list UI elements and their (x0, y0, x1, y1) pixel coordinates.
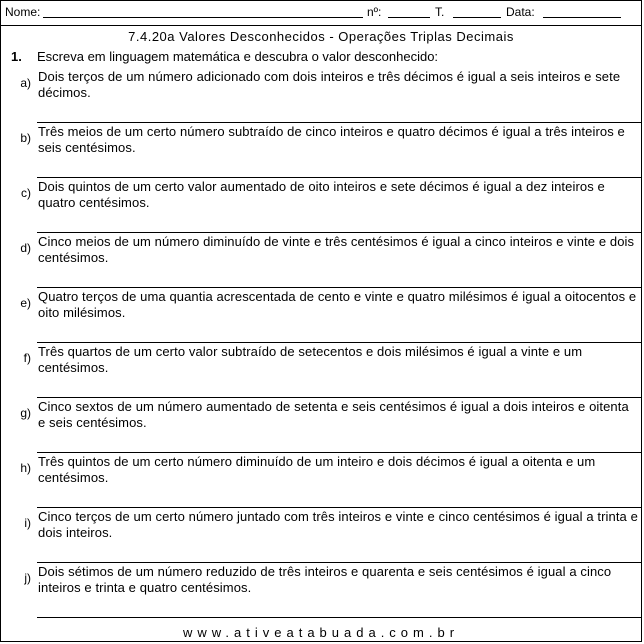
question-text: Cinco terços de um certo número juntado com três inteiros e vinte e cinco centésimos é igual a trinta e dois inteiros. (38, 509, 638, 540)
header-bar (1, 1, 641, 25)
answer-line (37, 122, 641, 123)
instruction-text: Escreva em linguagem matemática e descubra o valor desconhecido: (37, 49, 439, 64)
question-text: Dois quintos de um certo valor aumentado de oito inteiros e sete décimos é igual a dez inteiros e quatro centésimos. (38, 179, 605, 210)
question-letter: d) (20, 241, 31, 255)
question-text: Cinco sextos de um número aumentado de setenta e seis centésimos é igual a dois inteiros e oitenta e seis centésimos. (38, 399, 629, 430)
number-field-line (388, 17, 430, 18)
answer-line (37, 507, 641, 508)
instruction-number: 1. (11, 49, 22, 64)
question-text: Três quintos de um certo número diminuído de um inteiro e dois décimos é igual a oitenta e um centésimos. (38, 454, 596, 485)
header-divider (1, 25, 641, 26)
answer-line (37, 562, 641, 563)
question-text: Três quartos de um certo valor subtraído de setecentos e dois milésimos é igual a vinte e um centésimos. (38, 344, 583, 375)
question-item (1, 344, 641, 399)
class-label: T. (435, 5, 445, 19)
number-label: nº: (367, 5, 382, 19)
answer-line (37, 232, 641, 233)
question-item (1, 289, 641, 344)
class-field-line (453, 17, 501, 18)
date-field-line (543, 17, 621, 18)
question-item (1, 399, 641, 454)
answer-line (37, 397, 641, 398)
question-text: Dois sétimos de um número reduzido de três inteiros e quarenta e seis centésimos é igual a cinco inteiros e trinta e quatro centésimos. (38, 564, 612, 595)
question-letter: i) (24, 516, 31, 530)
question-letter: g) (20, 406, 31, 420)
question-item (1, 454, 641, 509)
question-text: Dois terços de um número adicionado com dois inteiros e três décimos é igual a seis inteiros e sete décimos. (38, 69, 621, 100)
question-item (1, 179, 641, 234)
answer-line (37, 452, 641, 453)
question-item (1, 564, 641, 619)
question-letter: j) (24, 571, 31, 585)
question-item (1, 69, 641, 124)
question-item (1, 234, 641, 289)
question-item (1, 124, 641, 179)
date-label: Data: (506, 5, 535, 19)
worksheet-title: 7.4.20a Valores Desconhecidos - Operações Triplas Decimais (128, 29, 514, 44)
answer-line (37, 177, 641, 178)
answer-line (37, 287, 641, 288)
question-letter: c) (21, 186, 31, 200)
question-text: Quatro terços de uma quantia acrescentada de cento e vinte e quatro milésimos é igual a oitocentos e oito milésimos. (38, 289, 637, 320)
question-text: Cinco meios de um número diminuído de vinte e três centésimos é igual a cinco inteiros e vinte e dois centésimos. (38, 234, 635, 265)
question-letter: h) (20, 461, 31, 475)
answer-line (37, 617, 641, 618)
question-text: Três meios de um certo número subtraído de cinco inteiros e quatro décimos é igual a três inteiros e seis centésimos. (38, 124, 625, 155)
site-footer: www.ativeatabuada.com.br (182, 625, 460, 640)
question-item (1, 509, 641, 564)
name-field-line (43, 17, 363, 18)
question-letter: e) (20, 296, 31, 310)
instruction (11, 49, 438, 64)
name-label: Nome: (5, 5, 41, 19)
answer-line (37, 342, 641, 343)
question-letter: b) (20, 131, 31, 145)
question-letter: f) (23, 351, 31, 365)
question-letter: a) (20, 76, 31, 90)
